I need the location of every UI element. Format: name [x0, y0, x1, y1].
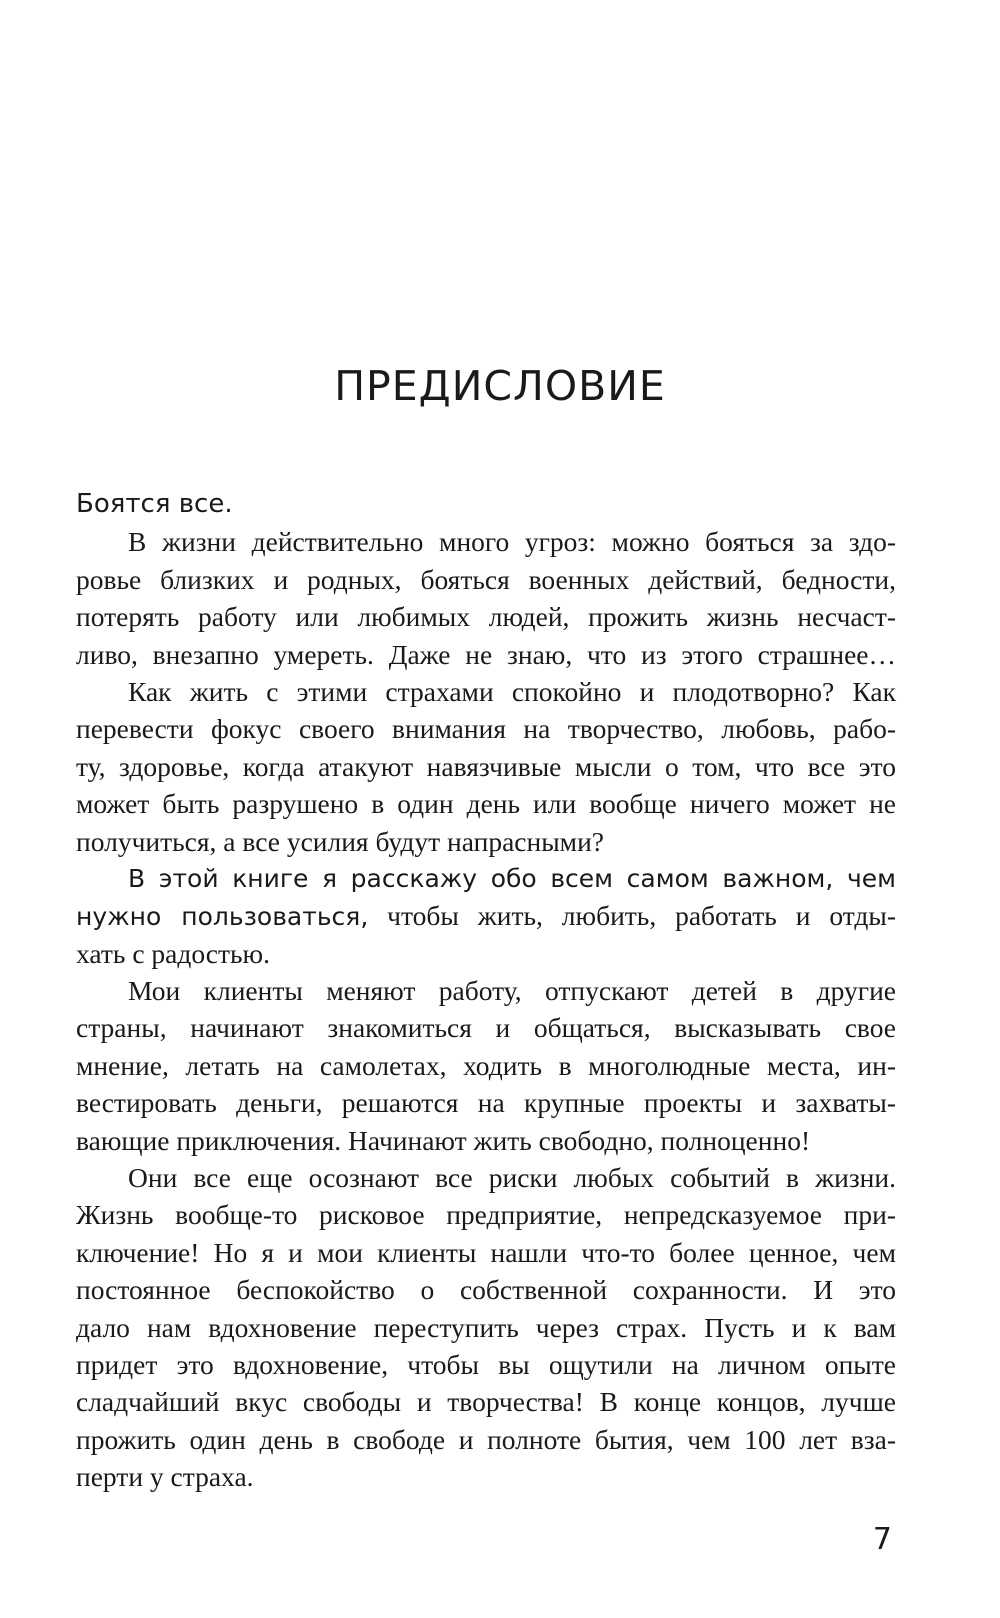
- paragraph-1-line: В жизни действительно много угроз: можно бояться за здо-: [128, 526, 896, 558]
- highlight-line: хать с радостью.: [76, 937, 270, 969]
- paragraph-4-line: Они все еще осознают все риски любых событий в жизни.: [128, 1162, 896, 1194]
- paragraph-3-line: мнение, летать на самолетах, ходить в многолюдные места, ин-: [76, 1049, 896, 1081]
- paragraph-4-line: перти у страха.: [76, 1461, 254, 1493]
- paragraph-4-line: прожить один день в свободе и полноте бытия, чем 100 лет вза-: [76, 1423, 896, 1455]
- paragraph-1-line: ливо, внезапно умереть. Даже не знаю, что из этого страшнее…: [76, 638, 896, 670]
- paragraph-1-line: потерять работу или любимых людей, прожить жизнь несчаст-: [76, 601, 896, 633]
- paragraph-3-line: страны, начинают знакомиться и общаться, высказывать свое: [76, 1012, 896, 1044]
- highlight-line: [76, 897, 896, 934]
- preface-text: [76, 486, 896, 1496]
- paragraph-3-line: вестировать деньги, решаются на крупные проекты и захваты-: [76, 1087, 896, 1119]
- paragraph-2-line: перевести фокус своего внимания на творчество, любовь, рабо-: [76, 713, 896, 745]
- highlight-line: В этой книге я расскажу обо всем самом важном, чем: [128, 863, 896, 893]
- page-number: 7: [872, 1522, 892, 1557]
- paragraph-4-line: постоянное беспокойство о собственной сохранности. И это: [76, 1274, 896, 1306]
- highlight-serif-fragment: чтобы жить, любить, работать и отды-: [368, 900, 896, 932]
- highlight-sans-fragment: нужно пользоваться,: [76, 902, 369, 932]
- paragraph-4-line: Жизнь вообще-то рисковое предприятие, непредсказуемое при-: [76, 1199, 896, 1231]
- paragraph-4-line: придет это вдохновение, чтобы вы ощутили на личном опыте: [76, 1348, 896, 1380]
- paragraph-3-line: вающие приключения. Начинают жить свободно, полноценно!: [76, 1124, 811, 1156]
- lead-sentence: Боятся все.: [76, 489, 233, 519]
- page-title: ПРЕДИСЛОВИЕ: [334, 362, 666, 410]
- paragraph-4-line: сладчайший вкус свободы и творчества! В конце концов, лучше: [76, 1386, 896, 1418]
- paragraph-2-line: Как жить с этими страхами спокойно и плодотворно? Как: [128, 675, 896, 707]
- paragraph-3-line: Мои клиенты меняют работу, отпускают детей в другие: [128, 975, 896, 1007]
- paragraph-1-line: ровье близких и родных, бояться военных действий, бедности,: [76, 563, 896, 595]
- paragraph-2-line: ту, здоровье, когда атакуют навязчивые мысли о том, что все это: [76, 750, 896, 782]
- paragraph-4-line: ключение! Но я и мои клиенты нашли что-то более ценное, чем: [76, 1236, 896, 1268]
- paragraph-2-line: получиться, а все усилия будут напрасными?: [76, 825, 605, 857]
- paragraph-4-line: дало нам вдохновение переступить через страх. Пусть и к вам: [76, 1311, 896, 1343]
- paragraph-2-line: может быть разрушено в один день или вообще ничего может не: [76, 788, 896, 820]
